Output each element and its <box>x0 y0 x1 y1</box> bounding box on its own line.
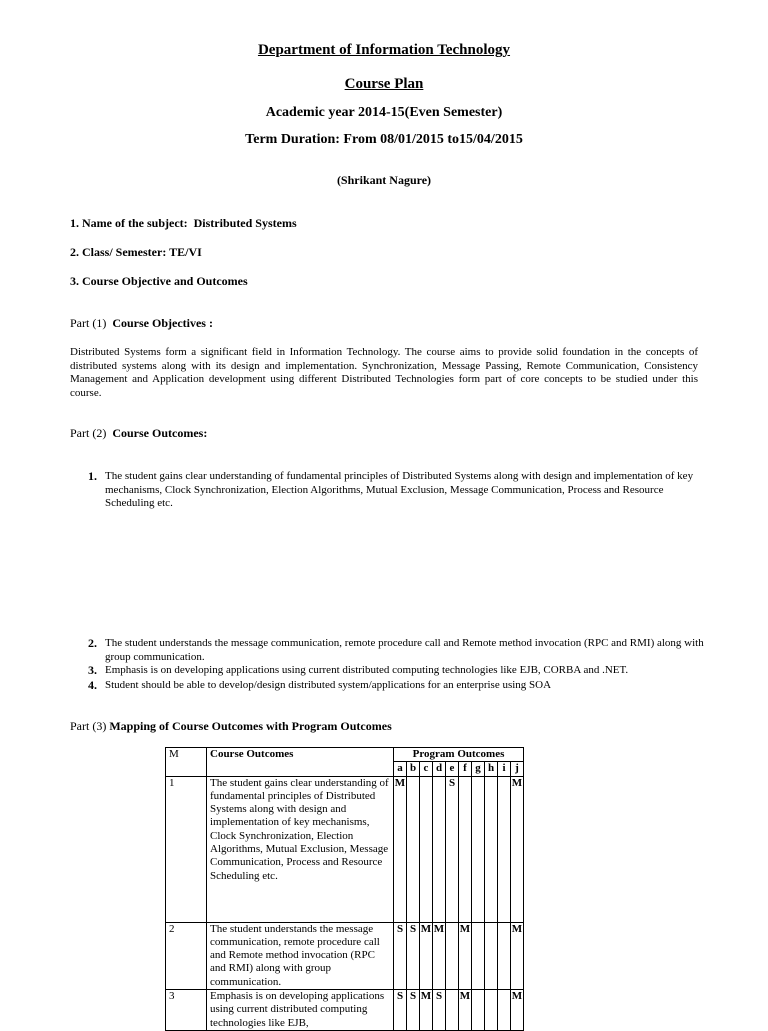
mapping-cell: M <box>394 776 407 922</box>
row-outcome-text: The student gains clear understanding of fundamental principles of Distributed Systems along with design and implementation of key mechanisms, Clock Synchronization, Election Algorithms, Mutual Exclusion, Message Communication, Process and Resource Scheduling etc. <box>207 776 394 922</box>
mapping-cell: S <box>446 776 459 922</box>
mapping-cell <box>407 776 420 922</box>
mapping-cell <box>498 990 511 1031</box>
mapping-cell: S <box>394 922 407 989</box>
academic-year: Academic year 2014-15(Even Semester) <box>265 105 503 120</box>
item-subject <box>70 216 297 231</box>
column-header-program-outcomes: Program Outcomes <box>394 748 524 762</box>
mapping-cell: M <box>511 922 524 989</box>
part2-title: Course Outcomes: <box>112 426 208 440</box>
item-value: Distributed Systems <box>193 216 297 230</box>
outcome-number: 4. <box>88 678 97 692</box>
row-outcome-text: The student understands the message communication, remote procedure call and Remote method invocation (RPC and RMI) along with group communication. <box>207 922 394 989</box>
table-header-row <box>166 748 524 762</box>
item-number: 1. <box>70 216 79 230</box>
item-objectives-outcomes <box>70 274 248 289</box>
part1-title: Course Objectives : <box>112 316 213 330</box>
po-letter: a <box>394 762 407 776</box>
mapping-cell: M <box>511 776 524 922</box>
po-letter: d <box>433 762 446 776</box>
po-letter: h <box>485 762 498 776</box>
po-letter: f <box>459 762 472 776</box>
part3-prefix: Part (3) <box>70 719 107 733</box>
mapping-cell: M <box>420 990 433 1031</box>
faculty-name: (Shrikant Nagure) <box>336 173 432 187</box>
outcome-number: 2. <box>88 636 97 650</box>
column-header-course-outcomes: Course Outcomes <box>207 748 394 777</box>
row-number: 3 <box>166 990 207 1031</box>
mapping-table <box>165 747 524 1031</box>
mapping-cell <box>420 776 433 922</box>
po-letter: g <box>472 762 485 776</box>
document-title: Course Plan <box>344 76 424 92</box>
mapping-cell: M <box>459 990 472 1031</box>
mapping-cell <box>485 922 498 989</box>
po-letter: c <box>420 762 433 776</box>
item-class <box>70 245 202 260</box>
mapping-cell <box>459 776 472 922</box>
mapping-cell: M <box>459 922 472 989</box>
po-letter: i <box>498 762 511 776</box>
term-duration: Term Duration: From 08/01/2015 to15/04/2015 <box>245 132 523 147</box>
mapping-cell: S <box>394 990 407 1031</box>
row-outcome-text: Emphasis is on developing applications using current distributed computing technologies like EJB, <box>207 990 394 1031</box>
table-row <box>166 776 524 922</box>
course-objectives-text: Distributed Systems form a significant field in Information Technology. The course aims to provide solid foundation in the concepts of distributed systems along with its design and implementation. Synchronization, Message Passing, Remote Communication, Consistency Management and Application development using different Distributed Technologies form part of core concepts to be studied under this course. <box>70 346 698 399</box>
mapping-cell <box>446 990 459 1031</box>
item-label: Class/ Semester: <box>82 245 167 259</box>
mapping-cell: S <box>407 990 420 1031</box>
part2-heading <box>70 426 207 441</box>
mapping-cell <box>472 776 485 922</box>
part1-heading <box>70 316 213 331</box>
row-number: 1 <box>166 776 207 922</box>
outcome-text: Student should be able to develop/design distributed system/applications for an enterprise using SOA <box>105 679 552 691</box>
po-letter: b <box>407 762 420 776</box>
mapping-cell: M <box>511 990 524 1031</box>
outcome-text: Emphasis is on developing applications using current distributed computing technologies like EJB, CORBA and .NET. <box>105 664 629 676</box>
mapping-cell: S <box>433 990 446 1031</box>
item-label: Name of the subject: <box>82 216 188 230</box>
mapping-cell <box>498 776 511 922</box>
item-label: Course Objective and Outcomes <box>82 274 248 288</box>
outcome-text: The student understands the message communication, remote procedure call and Remote method invocation (RPC and RMI) along with group communication. <box>105 637 704 663</box>
mapping-cell: M <box>420 922 433 989</box>
outcome-number: 3. <box>88 663 97 677</box>
item-value: TE/VI <box>169 245 202 259</box>
row-number: 2 <box>166 922 207 989</box>
mapping-cell: S <box>407 922 420 989</box>
mapping-cell <box>472 922 485 989</box>
part2-prefix: Part (2) <box>70 426 107 440</box>
mapping-cell <box>472 990 485 1031</box>
outcome-number: 1. <box>88 469 97 483</box>
mapping-cell <box>485 990 498 1031</box>
part1-prefix: Part (1) <box>70 316 107 330</box>
table-row <box>166 990 524 1031</box>
item-number: 3. <box>70 274 79 288</box>
item-number: 2. <box>70 245 79 259</box>
po-letter: e <box>446 762 459 776</box>
mapping-cell <box>498 922 511 989</box>
table-row <box>166 922 524 989</box>
po-letter: j <box>511 762 524 776</box>
mapping-cell <box>485 776 498 922</box>
part3-title: Mapping of Course Outcomes with Program Outcomes <box>109 719 392 733</box>
outcome-text: The student gains clear understanding of fundamental principles of Distributed Systems along with design and implementation of key mechanisms, Clock Synchronization, Election Algorithms, Mutual Exclusion, Message Communication, Process and Resource Scheduling etc. <box>105 470 694 509</box>
department-title: Department of Information Technology <box>257 42 511 58</box>
mapping-cell: M <box>433 922 446 989</box>
part3-heading <box>70 719 392 734</box>
column-header-m: M <box>166 748 207 777</box>
mapping-cell <box>433 776 446 922</box>
mapping-cell <box>446 922 459 989</box>
